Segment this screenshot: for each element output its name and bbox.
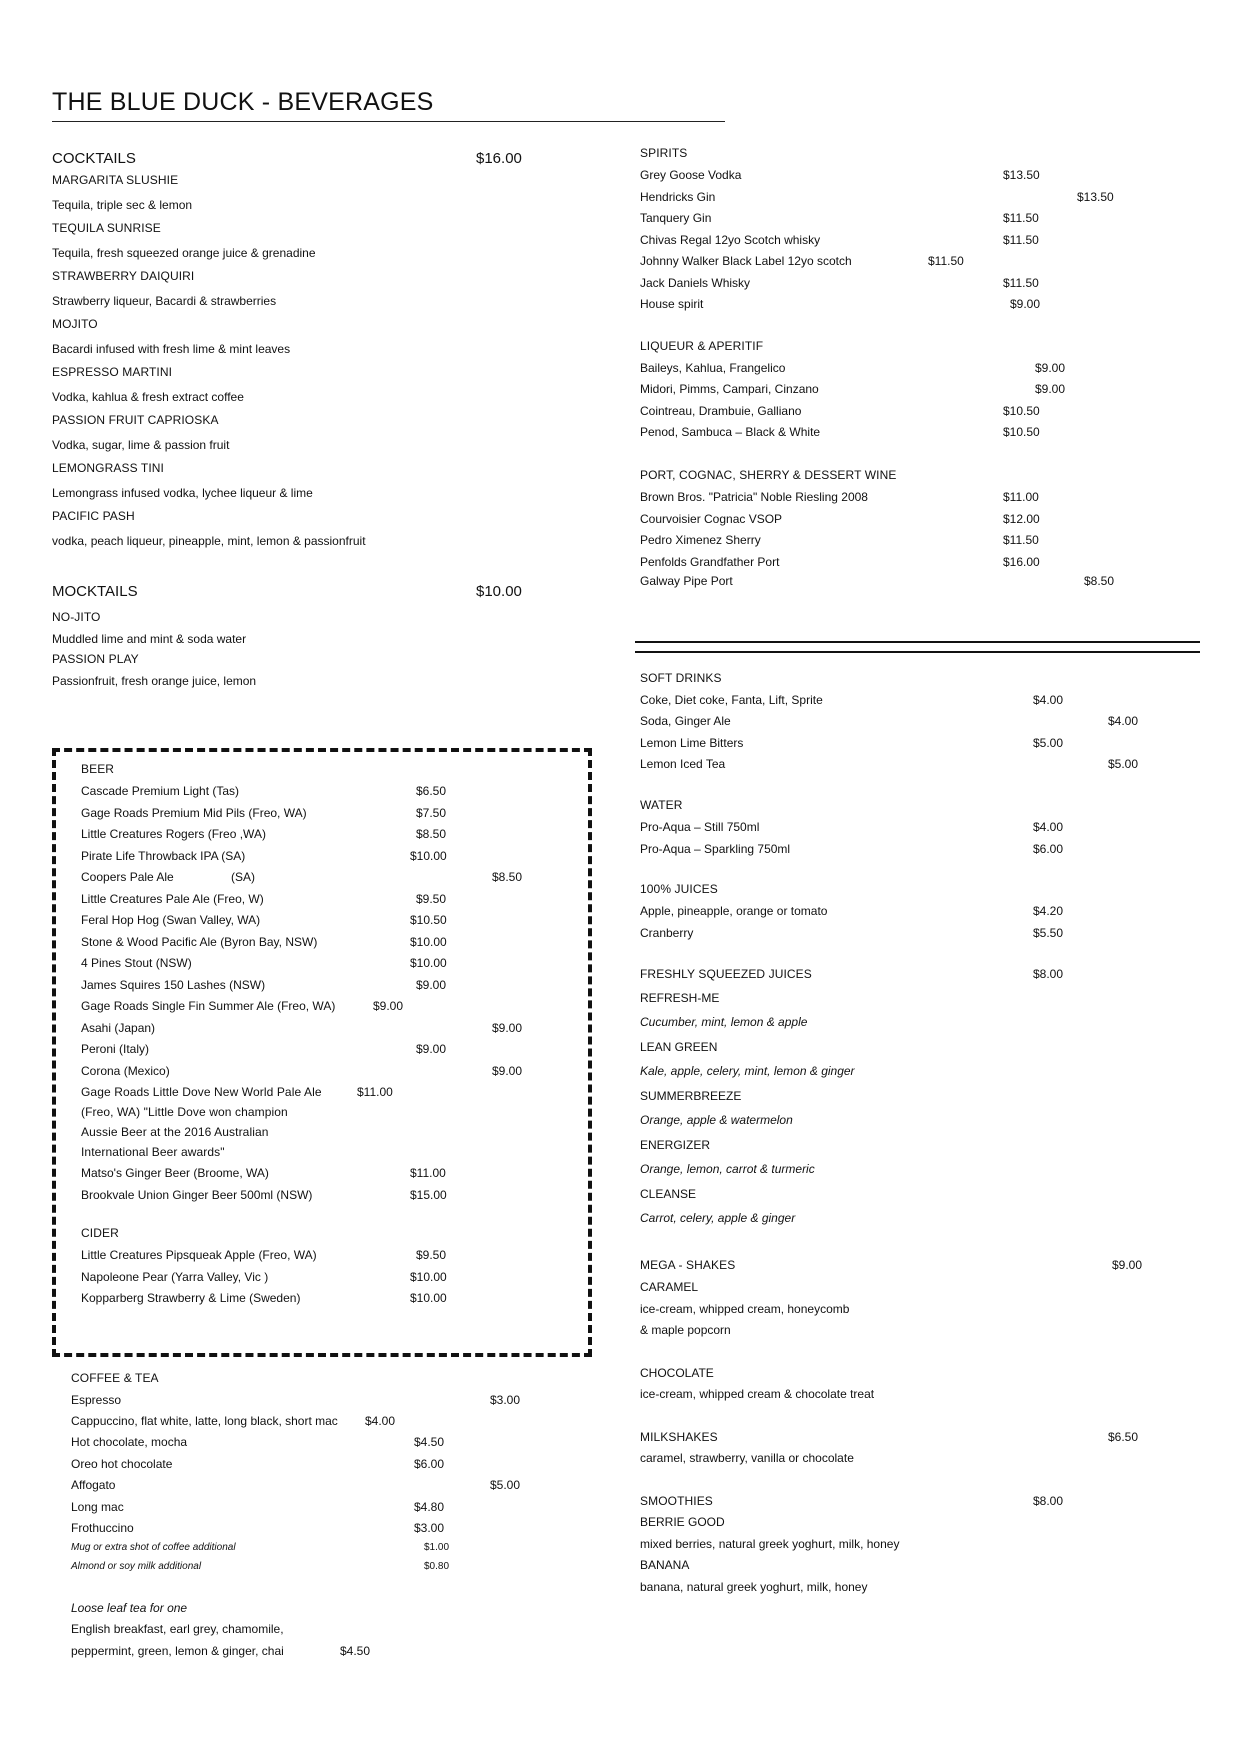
mega-name: CHOCOLATE (640, 1366, 714, 1380)
mocktail-desc: Muddled lime and mint & soda water (52, 632, 247, 646)
cocktail-name: MOJITO (52, 317, 98, 331)
spirits-heading: SPIRITS (640, 146, 688, 160)
mega-name: CARAMEL (640, 1280, 699, 1294)
beer-name: Brookvale Union Ginger Beer 500ml (NSW) (81, 1188, 313, 1202)
coffee-price: $4.00 (365, 1414, 396, 1428)
cocktail-name: PASSION FRUIT CAPRIOSKA (52, 413, 219, 427)
spirit-price: $11.50 (1003, 276, 1039, 290)
cocktail-name: STRAWBERRY DAIQUIRI (52, 269, 195, 283)
spirit-price: $11.50 (1003, 233, 1039, 247)
beer-price: $8.50 (416, 827, 447, 841)
coffee-extra-price: $0.80 (424, 1561, 450, 1572)
beer-name: Corona (Mexico) (81, 1064, 170, 1078)
coffee-extra-price: $1.00 (424, 1542, 450, 1553)
coffee-extra: Mug or extra shot of coffee additional (71, 1542, 236, 1553)
coffee-name: Frothuccino (71, 1521, 134, 1535)
cocktail-name: ESPRESSO MARTINI (52, 365, 173, 379)
milkshakes-heading: MILKSHAKES (640, 1430, 718, 1444)
beer-price: $8.50 (492, 870, 523, 884)
beer-name: Gage Roads Premium Mid Pils (Freo, WA) (81, 806, 307, 820)
liqueur-name: Penod, Sambuca – Black & White (640, 425, 821, 439)
feature-beer-line: (Freo, WA) "Little Dove won champion (81, 1105, 288, 1119)
smoothie-desc: banana, natural greek yoghurt, milk, honey (640, 1580, 868, 1594)
mega-heading: MEGA - SHAKES (640, 1258, 736, 1272)
feature-beer-price: $11.00 (357, 1085, 393, 1099)
fresh-heading: FRESHLY SQUEEZED JUICES (640, 967, 812, 981)
tea-desc: peppermint, green, lemon & ginger, chai (71, 1644, 284, 1658)
smoothies-heading: SMOOTHIES (640, 1494, 713, 1508)
cocktail-desc: Strawberry liqueur, Bacardi & strawberries (52, 294, 277, 308)
cider-name: Kopparberg Strawberry & Lime (Sweden) (81, 1291, 301, 1305)
spirit-name: Grey Goose Vodka (640, 168, 742, 182)
mocktail-name: PASSION PLAY (52, 652, 139, 666)
beer-name: Gage Roads Single Fin Summer Ale (Freo, WA) (81, 999, 336, 1013)
fresh-desc: Orange, lemon, carrot & turmeric (640, 1162, 815, 1176)
feature-beer-line: International Beer awards" (81, 1145, 225, 1159)
beer-name: Cascade Premium Light (Tas) (81, 784, 240, 798)
coffee-name: Long mac (71, 1500, 124, 1514)
beer-name: Little Creatures Rogers (Freo ,WA) (81, 827, 266, 841)
port-price: $8.50 (1084, 574, 1115, 588)
spirit-name: Jack Daniels Whisky (640, 276, 751, 290)
water-heading: WATER (640, 798, 683, 812)
liqueur-heading: LIQUEUR & APERITIF (640, 339, 764, 353)
tea-price: $4.50 (340, 1644, 371, 1658)
cocktail-desc: Bacardi infused with fresh lime & mint leaves (52, 342, 291, 356)
mega-desc: & maple popcorn (640, 1323, 731, 1337)
coffee-name: Oreo hot chocolate (71, 1457, 173, 1471)
beer-price: $9.50 (416, 892, 447, 906)
tea-heading: Loose leaf tea for one (71, 1601, 188, 1615)
fresh-name: LEAN GREEN (640, 1040, 718, 1054)
liqueur-name: Baileys, Kahlua, Frangelico (640, 361, 786, 375)
page-title: THE BLUE DUCK - BEVERAGES (52, 88, 434, 116)
coffee-price: $3.00 (414, 1521, 445, 1535)
spirit-price: $9.00 (1010, 297, 1041, 311)
coffee-name: Affogato (71, 1478, 116, 1492)
coffee-name: Cappuccino, flat white, latte, long black, short mac (71, 1414, 338, 1428)
beer-name: Feral Hop Hog (Swan Valley, WA) (81, 913, 261, 927)
beer-price: $9.00 (416, 1042, 447, 1056)
coffee-extra: Almond or soy milk additional (71, 1561, 202, 1572)
port-name: Courvoisier Cognac VSOP (640, 512, 783, 526)
cocktail-name: MARGARITA SLUSHIE (52, 173, 179, 187)
soft-price: $5.00 (1108, 757, 1139, 771)
cider-price: $9.50 (416, 1248, 447, 1262)
section-divider (635, 651, 1200, 653)
title-divider (52, 121, 725, 122)
fresh-name: SUMMERBREEZE (640, 1089, 742, 1103)
mocktail-desc: Passionfruit, fresh orange juice, lemon (52, 674, 257, 688)
mega-desc: ice-cream, whipped cream, honeycomb (640, 1302, 850, 1316)
milkshakes-desc: caramel, strawberry, vanilla or chocolate (640, 1451, 854, 1465)
spirit-price: $13.50 (1077, 190, 1114, 204)
fresh-name: CLEANSE (640, 1187, 697, 1201)
spirit-price: $11.50 (928, 254, 964, 268)
coffee-price: $6.00 (414, 1457, 445, 1471)
cocktail-desc: Tequila, triple sec & lemon (52, 198, 193, 212)
liqueur-price: $10.50 (1003, 404, 1040, 418)
water-price: $6.00 (1033, 842, 1064, 856)
beer-name: Little Creatures Pale Ale (Freo, W) (81, 892, 264, 906)
port-name: Penfolds Grandfather Port (640, 555, 780, 569)
soft-price: $5.00 (1033, 736, 1064, 750)
liqueur-price: $9.00 (1035, 361, 1066, 375)
spirit-name: House spirit (640, 297, 704, 311)
soft-price: $4.00 (1033, 693, 1064, 707)
cider-name: Little Creatures Pipsqueak Apple (Freo, WA) (81, 1248, 317, 1262)
cocktail-desc: Vodka, sugar, lime & passion fruit (52, 438, 230, 452)
soft-price: $4.00 (1108, 714, 1139, 728)
fresh-desc: Carrot, celery, apple & ginger (640, 1211, 796, 1225)
beer-price: $15.00 (410, 1188, 447, 1202)
cocktail-desc: vodka, peach liqueur, pineapple, mint, lemon & passionfruit (52, 534, 366, 548)
port-price: $12.00 (1003, 512, 1040, 526)
cocktail-desc: Lemongrass infused vodka, lychee liqueur & lime (52, 486, 313, 500)
beer-price: $10.00 (410, 849, 447, 863)
mocktails-price: $10.00 (476, 583, 522, 600)
spirit-price: $11.50 (1003, 211, 1039, 225)
coffee-price: $4.80 (414, 1500, 445, 1514)
port-heading: PORT, COGNAC, SHERRY & DESSERT WINE (640, 468, 897, 482)
fresh-desc: Cucumber, mint, lemon & apple (640, 1015, 808, 1029)
soft-name: Coke, Diet coke, Fanta, Lift, Sprite (640, 693, 823, 707)
smoothie-desc: mixed berries, natural greek yoghurt, milk, honey (640, 1537, 900, 1551)
smoothies-price: $8.00 (1033, 1494, 1064, 1508)
juice-name: Apple, pineapple, orange or tomato (640, 904, 828, 918)
liqueur-name: Midori, Pimms, Campari, Cinzano (640, 382, 819, 396)
coffee-price: $4.50 (414, 1435, 445, 1449)
mocktails-heading: MOCKTAILS (52, 583, 138, 600)
juice-price: $5.50 (1033, 926, 1064, 940)
cocktails-heading: COCKTAILS (52, 150, 136, 167)
beer-price: $10.00 (410, 935, 447, 949)
beer-price: $9.00 (492, 1064, 523, 1078)
tea-desc: English breakfast, earl grey, chamomile, (71, 1622, 284, 1636)
cocktails-price: $16.00 (476, 150, 522, 167)
port-name: Galway Pipe Port (640, 574, 733, 588)
spirit-name: Chivas Regal 12yo Scotch whisky (640, 233, 821, 247)
port-name: Pedro Ximenez Sherry (640, 533, 761, 547)
milkshakes-price: $6.50 (1108, 1430, 1139, 1444)
fresh-name: ENERGIZER (640, 1138, 711, 1152)
port-price: $11.00 (1003, 490, 1039, 504)
fresh-price: $8.00 (1033, 967, 1064, 981)
juice-name: Cranberry (640, 926, 694, 940)
beer-price: $9.00 (416, 978, 447, 992)
beer-price: $10.00 (410, 956, 447, 970)
cocktail-desc: Tequila, fresh squeezed orange juice & grenadine (52, 246, 316, 260)
beer-price: $9.00 (373, 999, 404, 1013)
spirit-name: Johnny Walker Black Label 12yo scotch (640, 254, 852, 268)
cocktail-desc: Vodka, kahlua & fresh extract coffee (52, 390, 244, 404)
water-name: Pro-Aqua – Sparkling 750ml (640, 842, 791, 856)
beer-name: James Squires 150 Lashes (NSW) (81, 978, 266, 992)
cider-price: $10.00 (410, 1270, 447, 1284)
liqueur-name: Cointreau, Drambuie, Galliano (640, 404, 802, 418)
spirit-name: Tanquery Gin (640, 211, 712, 225)
beer-note: (SA) (231, 870, 255, 884)
beer-name: Peroni (Italy) (81, 1042, 150, 1056)
coffee-name: Espresso (71, 1393, 122, 1407)
cider-name: Napoleone Pear (Yarra Valley, Vic ) (81, 1270, 269, 1284)
soft-heading: SOFT DRINKS (640, 671, 722, 685)
beer-price: $9.00 (492, 1021, 523, 1035)
beer-price: $6.50 (416, 784, 447, 798)
spirit-name: Hendricks Gin (640, 190, 716, 204)
port-price: $11.50 (1003, 533, 1039, 547)
coffee-price: $3.00 (490, 1393, 521, 1407)
coffee-price: $5.00 (490, 1478, 521, 1492)
juices-heading: 100% JUICES (640, 882, 718, 896)
beer-name: Coopers Pale Ale (81, 870, 174, 884)
smoothie-name: BANANA (640, 1558, 690, 1572)
liqueur-price: $10.50 (1003, 425, 1040, 439)
cocktail-name: TEQUILA SUNRISE (52, 221, 161, 235)
coffee-name: Hot chocolate, mocha (71, 1435, 188, 1449)
fresh-name: REFRESH-ME (640, 991, 720, 1005)
soft-name: Soda, Ginger Ale (640, 714, 731, 728)
soft-name: Lemon Lime Bitters (640, 736, 744, 750)
port-price: $16.00 (1003, 555, 1040, 569)
feature-beer-line: Aussie Beer at the 2016 Australian (81, 1125, 269, 1139)
cider-price: $10.00 (410, 1291, 447, 1305)
cocktail-name: LEMONGRASS TINI (52, 461, 164, 475)
beer-name: Asahi (Japan) (81, 1021, 156, 1035)
section-divider (635, 641, 1200, 643)
coffee-heading: COFFEE & TEA (71, 1371, 159, 1385)
beer-price: $10.50 (410, 913, 447, 927)
fresh-desc: Orange, apple & watermelon (640, 1113, 793, 1127)
feature-beer-line: Gage Roads Little Dove New World Pale Ale (81, 1085, 322, 1099)
beer-heading: BEER (81, 762, 115, 776)
juice-price: $4.20 (1033, 904, 1064, 918)
liqueur-price: $9.00 (1035, 382, 1066, 396)
mega-price: $9.00 (1112, 1258, 1143, 1272)
mocktail-name: NO-JITO (52, 610, 101, 624)
spirit-price: $13.50 (1003, 168, 1040, 182)
beer-price: $7.50 (416, 806, 447, 820)
beer-price: $11.00 (410, 1166, 446, 1180)
cider-heading: CIDER (81, 1226, 119, 1240)
smoothie-name: BERRIE GOOD (640, 1515, 725, 1529)
soft-name: Lemon Iced Tea (640, 757, 726, 771)
water-price: $4.00 (1033, 820, 1064, 834)
fresh-desc: Kale, apple, celery, mint, lemon & ginger (640, 1064, 855, 1078)
beer-name: Stone & Wood Pacific Ale (Byron Bay, NSW) (81, 935, 318, 949)
mega-desc: ice-cream, whipped cream & chocolate treat (640, 1387, 875, 1401)
cocktail-name: PACIFIC PASH (52, 509, 135, 523)
beer-name: Pirate Life Throwback IPA (SA) (81, 849, 246, 863)
water-name: Pro-Aqua – Still 750ml (640, 820, 760, 834)
beer-name: Matso's Ginger Beer (Broome, WA) (81, 1166, 269, 1180)
port-name: Brown Bros. "Patricia" Noble Riesling 2008 (640, 490, 868, 504)
beer-name: 4 Pines Stout (NSW) (81, 956, 192, 970)
